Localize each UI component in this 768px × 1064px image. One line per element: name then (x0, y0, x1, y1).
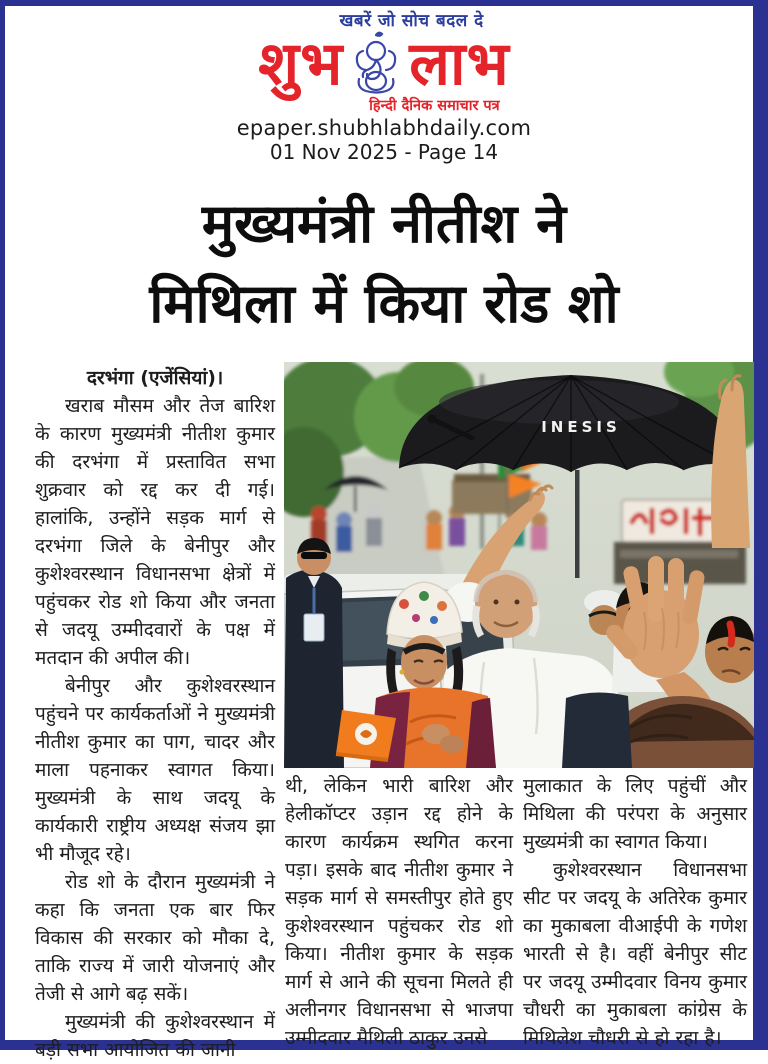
masthead-subtitle: हिन्दी दैनिक समाचार पत्र (369, 98, 500, 114)
umbrella-brand-text: INESIS (541, 418, 621, 436)
article-paragraph: रोड शो के दौरान मुख्यमंत्री ने कहा कि जनता एक बार फिर विकास की सरकार को मौका दे, ताकि राज्य में जारी योजनाएं और तेजी से आगे बढ़ सकें। (35, 871, 275, 1005)
ganesha-icon (349, 29, 403, 99)
page-border-top (0, 0, 768, 6)
article-paragraph: मुख्यमंत्री की कुशेश्वरस्थान में बड़ी सभा आयोजित की जानी (35, 1011, 275, 1061)
bystander-shoulder (562, 692, 632, 768)
masthead-tagline: खबरें जो सोच बदल दे (339, 11, 484, 31)
logo-word-shubh: शुभ (258, 29, 344, 99)
article-column-right (523, 772, 747, 1052)
article-column-left (35, 364, 275, 1064)
article-paragraph: खराब मौसम और तेज बारिश के कारण मुख्यमंत्री नीतीश कुमार की दरभंगा में प्रस्तावित सभा शुक्रवार को रद्द कर दी गई। हालांकि, उन्होंने सड़क मार्ग से दरभंगा जिले के बेनीपुर और कुशेश्वरस्थान विधानसभा क्षेत्रों में पहुंचकर रोड शो किया और जनता से जदयू उम्मीदवारों के पक्ष में मतदान की अपील की। (35, 395, 275, 669)
headline-line2: मिथिला में किया रोड शो (149, 271, 619, 335)
headline-line1: मुख्यमंत्री नीतीश ने (201, 191, 567, 255)
article-column-middle (285, 772, 513, 1052)
newspaper-logo (258, 29, 509, 99)
masthead (0, 8, 768, 115)
article-paragraph: बेनीपुर और कुशेश्वरस्थान पहुंचने पर कार्यकर्ताओं ने मुख्यमंत्री नीतीश कुमार का पाग, चादर और माला पहनाकर स्वागत किया। मुख्यमंत्री के साथ जदयू के कार्यकारी राष्ट्रीय अध्यक्ष संजय झा भी मौजूद रहे। (35, 675, 275, 865)
article-paragraph: मुलाकात के लिए पहुंचीं और मिथिला की परंपरा के अनुसार मुख्यमंत्री का स्वागत किया। (523, 775, 747, 853)
article-dateline: दरभंगा (एजेंसियां)। (86, 367, 224, 389)
article-headline (0, 183, 768, 343)
article-paragraph: कुशेश्वरस्थान विधानसभा सीट पर जदयू के अतिरेक कुमार का मुकाबला वीआईपी के गणेश भारती से है। वहीं बेनीपुर सीट पर जदयू उम्मीदवार विनय कुमार चौधरी का मुकाबला कांग्रेस के मिथिलेश चौधरी से हो रहा है। (523, 859, 747, 1049)
epaper-website: epaper.shubhlabhdaily.com (236, 116, 532, 140)
edition-date-page: 01 Nov 2025 - Page 14 (269, 140, 499, 164)
logo-word-laabh: लाभ (409, 29, 510, 99)
article-paragraph: थी, लेकिन भारी बारिश और हेलीकॉप्टर उड़ान रद्द होने के कारण कार्यक्रम स्थगित करना पड़ा। इसके बाद नीतीश कुमार ने सड़क मार्ग से समस्तीपुर होते हुए कुशेश्वरस्थान पहुंचकर रोड शो किया। नीतीश कुमार के सड़क मार्ग से आने की सूचना मिलते ही अलीनगर विधानसभा से भाजपा उम्मीदवार मैथिली ठाकुर उनसे (285, 775, 513, 1049)
article-photo (284, 362, 754, 768)
